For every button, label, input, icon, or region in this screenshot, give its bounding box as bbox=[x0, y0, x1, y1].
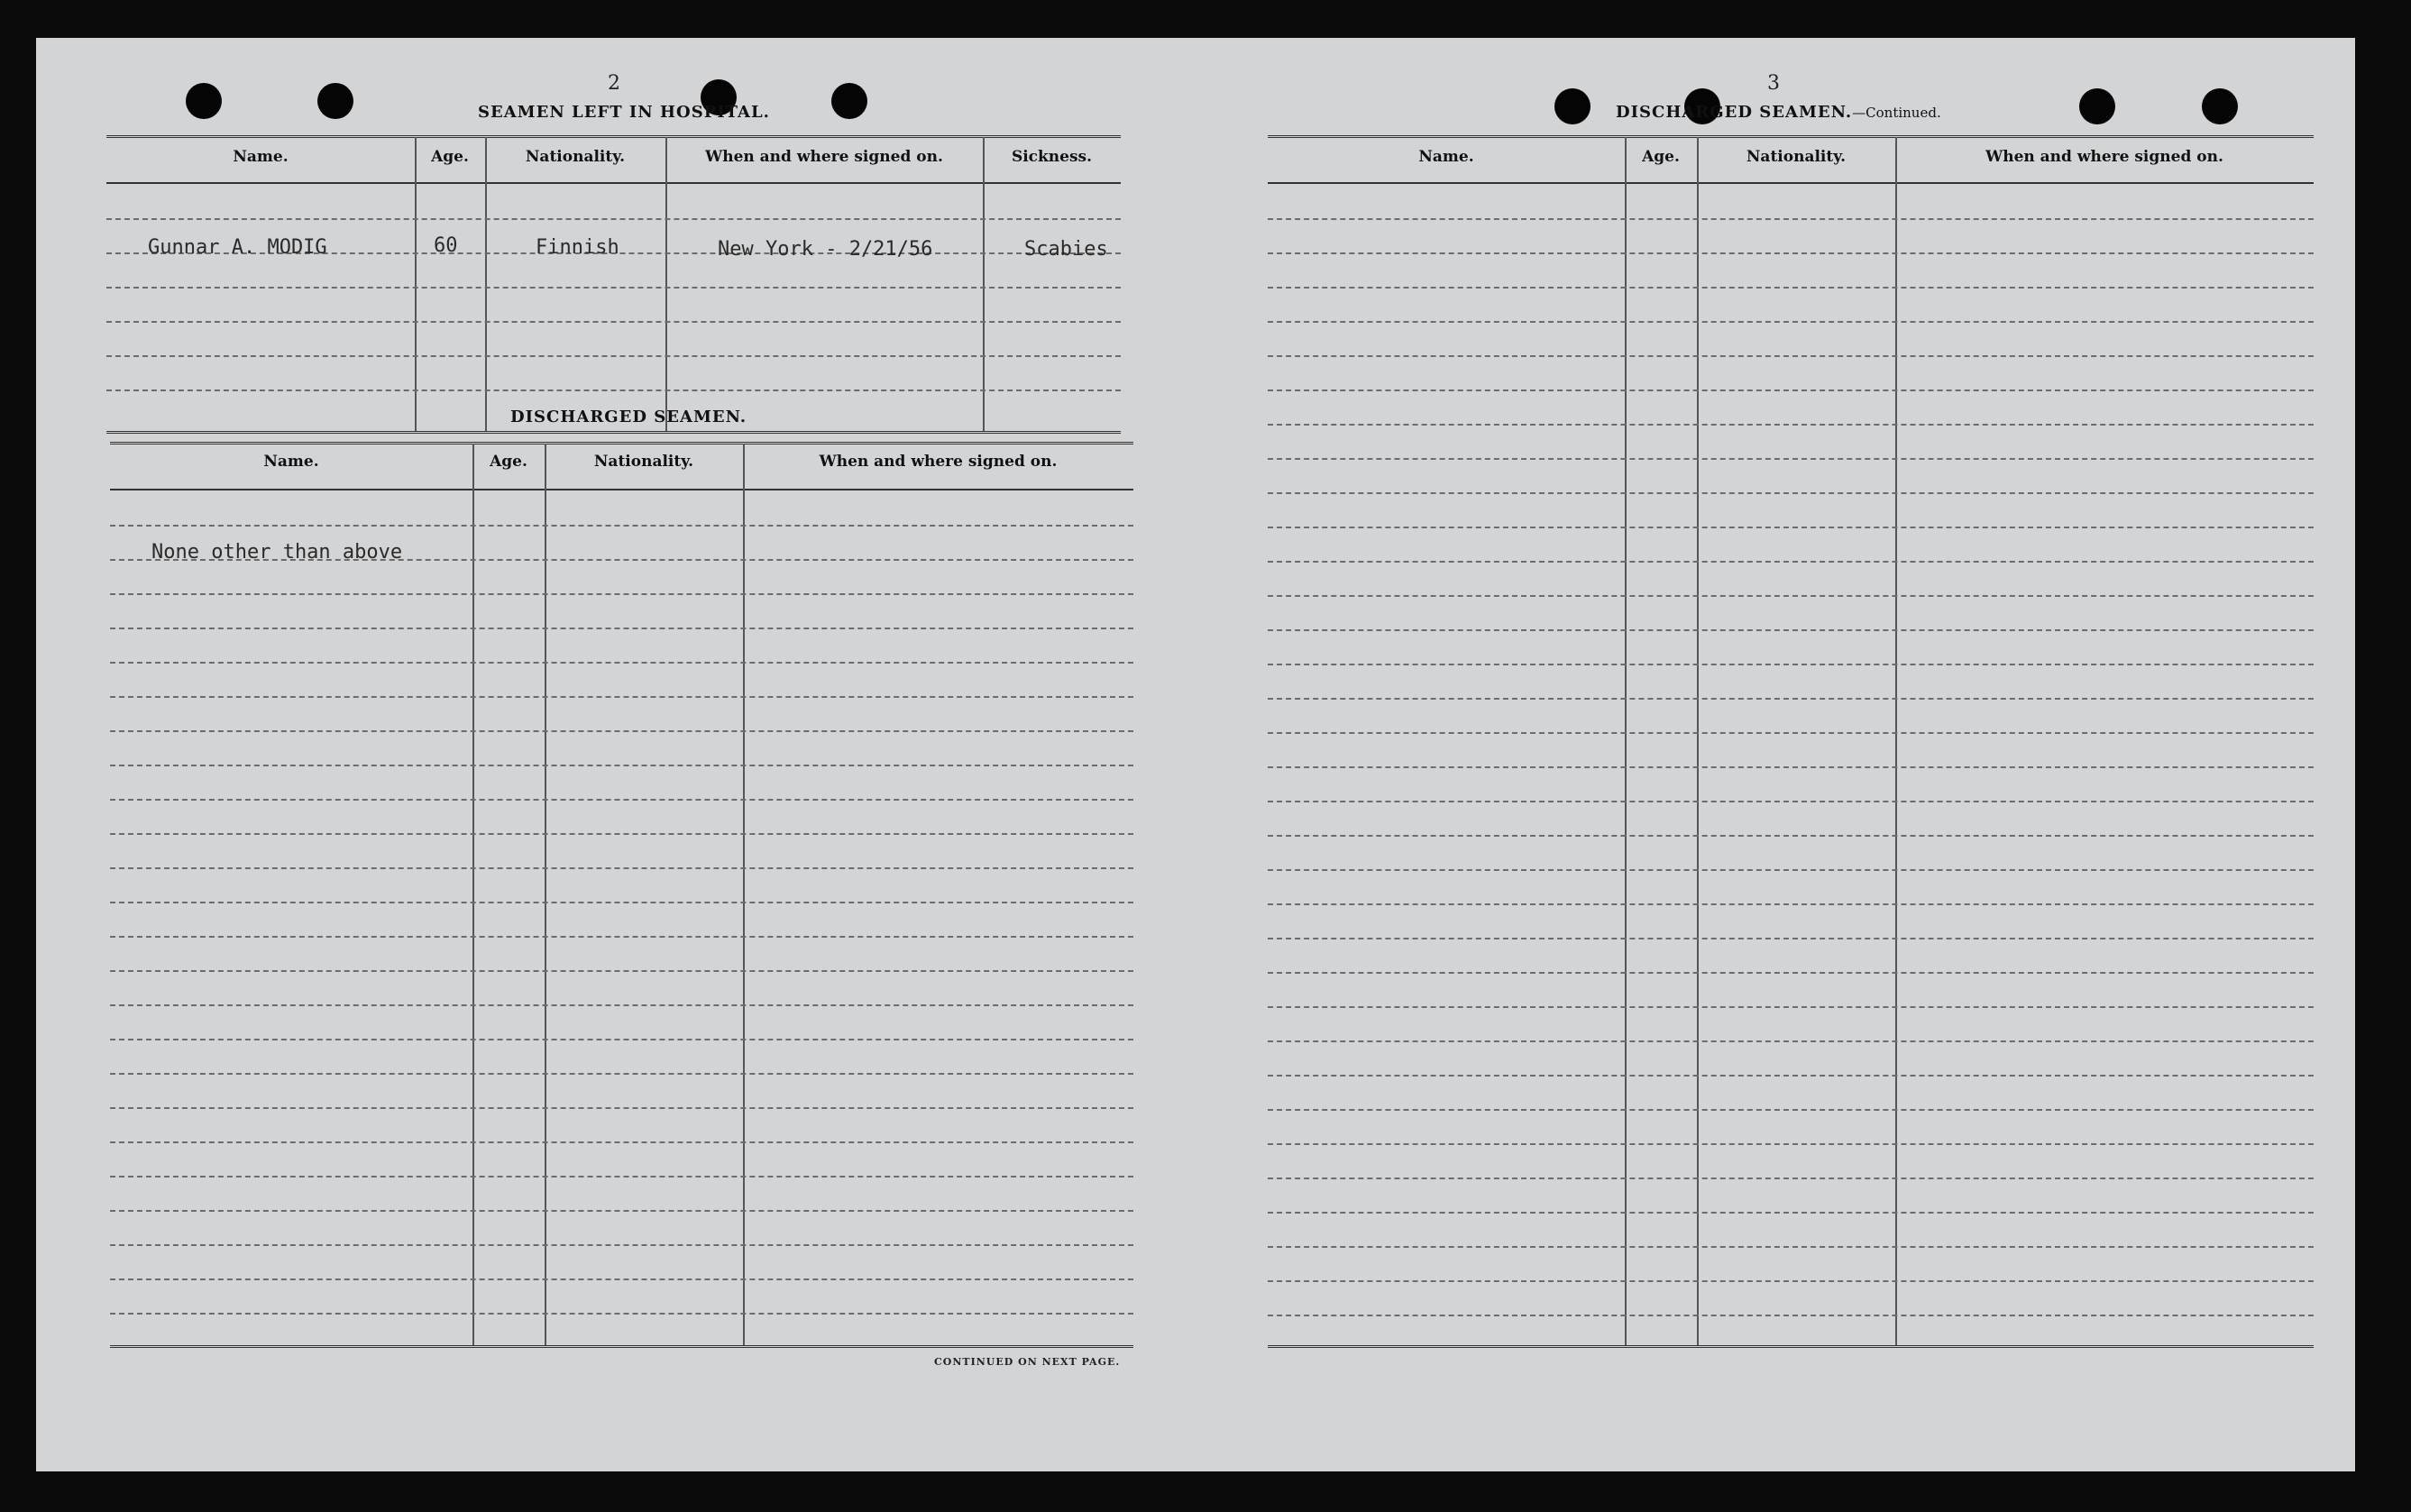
punch-hole bbox=[1554, 88, 1591, 124]
punch-hole bbox=[831, 83, 867, 119]
continued-suffix: —Continued. bbox=[1852, 105, 1941, 121]
col-header-nationality: Nationality. bbox=[593, 453, 694, 471]
hospital-row-nationality: Finnish bbox=[536, 236, 619, 259]
col-header-age: Age. bbox=[431, 148, 469, 166]
document-sheet bbox=[36, 38, 2355, 1471]
col-header-age: Age. bbox=[490, 453, 527, 471]
discharged-continued-title bbox=[1616, 103, 1941, 122]
col-header-nationality: Nationality. bbox=[1746, 148, 1847, 166]
col-header-sickness: Sickness. bbox=[1011, 148, 1093, 166]
punch-hole bbox=[186, 83, 222, 119]
col-header-signed-on: When and where signed on. bbox=[705, 148, 943, 166]
discharged-row-name: None other than above bbox=[151, 541, 403, 564]
punch-hole bbox=[2202, 88, 2238, 124]
punch-hole bbox=[317, 83, 353, 119]
hospital-section-title: SEAMEN LEFT IN HOSPITAL. bbox=[478, 103, 770, 122]
hospital-table bbox=[106, 135, 1121, 433]
hospital-row-signed-on: New York - 2/21/56 bbox=[718, 238, 933, 261]
page-number-left: 2 bbox=[608, 72, 620, 95]
hospital-row-name: Gunnar A. MODIG bbox=[148, 236, 327, 259]
continued-note: CONTINUED ON NEXT PAGE. bbox=[934, 1356, 1121, 1368]
col-header-nationality: Nationality. bbox=[525, 148, 626, 166]
col-header-name: Name. bbox=[233, 148, 289, 166]
hospital-row-sickness: Scabies bbox=[1024, 238, 1108, 261]
discharged-table bbox=[110, 442, 1133, 1354]
hospital-row-age: 60 bbox=[434, 234, 458, 257]
col-header-name: Name. bbox=[263, 453, 319, 471]
col-header-signed-on: When and where signed on. bbox=[1985, 148, 2223, 166]
discharged-continued-title-text: DISCHARGED SEAMEN. bbox=[1616, 103, 1853, 122]
discharged-continued-table bbox=[1268, 135, 2314, 1354]
page-number-right: 3 bbox=[1767, 72, 1780, 95]
col-header-signed-on: When and where signed on. bbox=[819, 453, 1058, 471]
punch-hole bbox=[2079, 88, 2115, 124]
col-header-name: Name. bbox=[1418, 148, 1474, 166]
col-header-age: Age. bbox=[1642, 148, 1680, 166]
discharged-section-title: DISCHARGED SEAMEN. bbox=[510, 408, 747, 426]
